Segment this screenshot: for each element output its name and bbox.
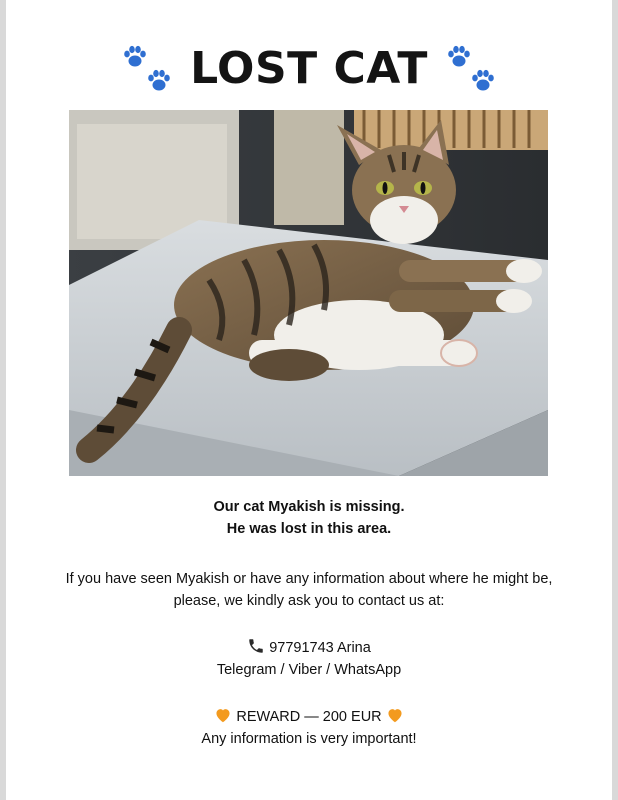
info-line-2: please, we kindly ask you to contact us at:: [173, 593, 445, 609]
paw-icon: [446, 44, 472, 70]
orange-heart-icon: [386, 707, 404, 723]
reward-row: [6, 706, 612, 728]
contact-apps: Telegram / Viber / WhatsApp: [216, 662, 402, 678]
contact-phone: 97791743 Arina: [269, 640, 371, 656]
closing-line: Any information is very important!: [201, 731, 417, 747]
cat-photo-illustration: [69, 110, 548, 476]
missing-line-1: Our cat Myakish is missing.: [213, 499, 405, 515]
poster-title: LOST CAT: [190, 42, 428, 94]
info-line-1: If you have seen Myakish or have any information about where he might be,: [65, 571, 553, 587]
paw-icon: [146, 68, 172, 94]
paw-prints-left: [122, 40, 174, 96]
contact-phone-row: [6, 637, 612, 659]
paw-icon: [470, 68, 496, 94]
contact-block: [6, 637, 612, 681]
missing-line-2: He was lost in this area.: [226, 521, 392, 537]
cat-photo: [69, 110, 548, 476]
info-request: [6, 568, 612, 612]
orange-heart-icon: [214, 707, 232, 723]
telephone-icon: [247, 637, 265, 655]
paw-icon: [122, 44, 148, 70]
title-row: [6, 36, 612, 100]
paw-prints-right: [444, 40, 496, 96]
reward-text: REWARD — 200 EUR: [236, 709, 382, 725]
reward-block: [6, 706, 612, 750]
missing-statement: [6, 496, 612, 540]
poster-page: [6, 0, 612, 800]
